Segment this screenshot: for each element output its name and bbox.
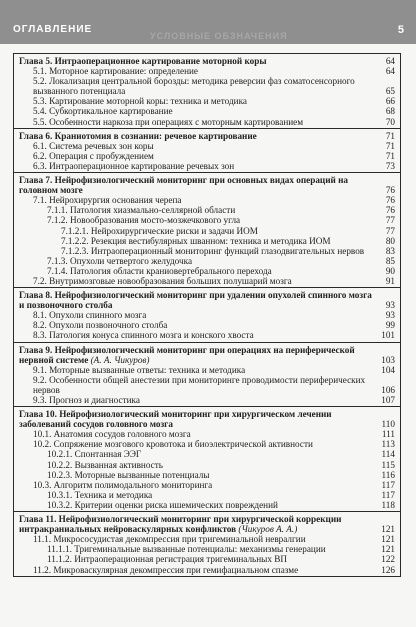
toc-entry-page: 76: [385, 195, 395, 206]
toc-chapter-block: [14, 512, 400, 576]
toc-entry-title: [47, 544, 379, 554]
toc-section-entry[interactable]: [14, 246, 400, 256]
toc-entry-title: [33, 117, 379, 127]
toc-entry-text: 10.2.2. Вызванная активность: [47, 459, 163, 470]
toc-entry-title: [47, 205, 379, 215]
header-watermark: УСЛОВНЫЕ ОБЗНАЧЕНИЯ: [150, 31, 288, 41]
toc-entry-title: [33, 429, 379, 439]
toc-chapter-entry[interactable]: [14, 345, 400, 365]
toc-entry-title: [19, 514, 379, 534]
toc-entry-title: [19, 131, 379, 141]
toc-entry-text: 10.3.2. Критерии оценки риска ишемических повреждений: [47, 499, 278, 510]
toc-section-entry[interactable]: [14, 470, 400, 480]
toc-entry-title: [33, 365, 379, 375]
toc-section-entry[interactable]: [14, 565, 400, 575]
toc-entry-page: 64: [385, 66, 395, 77]
toc-entry-page: 116: [381, 469, 395, 480]
toc-entry-title: [33, 66, 379, 76]
toc-entry-title: [61, 236, 379, 246]
toc-entry-page: 114: [381, 449, 395, 460]
toc-entry-title: [47, 500, 379, 510]
toc-entry-page: 113: [381, 439, 395, 450]
toc-entry-page: 107: [381, 395, 395, 405]
toc-section-entry[interactable]: [14, 256, 400, 266]
toc-entry-text: 11.1. Микрососудистая декомпрессия при тригеминальной невралгии: [33, 534, 306, 545]
toc-entry-text: 5.5. Особенности наркоза при операциях с моторным картированием: [33, 116, 304, 127]
toc-section-entry[interactable]: [14, 195, 400, 205]
toc-entry-page: 122: [381, 554, 395, 565]
toc-entry-page: 111: [381, 429, 395, 440]
toc-entry-text: 10.1. Анатомия сосудов головного мозга: [33, 429, 191, 440]
toc-entry-text: Глава 11. Нейрофизиологический мониторинг при хирургической коррекции интракраниальных нейроваскулярных конфликтов: [19, 514, 342, 535]
toc-section-entry[interactable]: [14, 544, 400, 554]
toc-entry-text: 7.1.4. Патология области краниовертебрального перехода: [47, 265, 272, 276]
toc-section-entry[interactable]: [14, 66, 400, 76]
toc-section-entry[interactable]: [14, 236, 400, 246]
toc-entry-title: [61, 246, 379, 256]
toc-entry-title: [33, 195, 379, 205]
toc-section-entry[interactable]: [14, 439, 400, 449]
page-header: [0, 0, 416, 44]
toc-entry-text: Глава 6. Краниотомия в сознании: речевое картирование: [19, 130, 257, 141]
toc-section-entry[interactable]: [14, 276, 400, 286]
toc-entry-title: [33, 534, 379, 544]
toc-entry-page: 110: [381, 419, 395, 430]
toc-entry-page: 101: [381, 330, 395, 341]
toc-entry-text: Глава 7. Нейрофизиологический мониторинг при основных видах операций на головном мозге: [19, 175, 348, 196]
section-title: ОГЛАВЛЕНИЕ: [13, 24, 93, 35]
toc-entry-text: 8.1. Опухоли спинного мозга: [33, 310, 147, 321]
toc-entry-title: [47, 554, 379, 564]
toc-entry-text: 5.3. Картирование моторной коры: техника и методика: [33, 96, 247, 107]
toc-entry-page: 126: [381, 564, 395, 575]
toc-entry-title: [33, 96, 379, 106]
toc-entry-title: [33, 320, 379, 330]
toc-entry-text: 10.2.3. Моторные вызванные потенциалы: [47, 469, 210, 480]
toc-section-entry[interactable]: [14, 117, 400, 127]
toc-entry-text: 7.1.3. Опухоли четвертого желудочка: [47, 255, 193, 266]
toc-entry-title: [33, 161, 379, 171]
toc-entry-page: 65: [385, 86, 395, 97]
toc-section-entry[interactable]: [14, 365, 400, 375]
toc-entry-title: [33, 276, 379, 286]
toc-entry-page: 70: [385, 116, 395, 127]
toc-entry-text: 7.1.2.1. Нейрохирургические риски и задачи ИОМ: [61, 225, 258, 236]
toc-section-entry[interactable]: [14, 226, 400, 236]
toc-entry-page: 104: [381, 364, 395, 375]
toc-entry-page: 76: [385, 185, 395, 196]
toc-section-entry[interactable]: [14, 76, 400, 96]
toc-entry-page: 73: [385, 160, 395, 171]
toc-entry-page: 64: [385, 56, 395, 66]
toc-entry-text: 7.1.2.3. Интраоперационный мониторинг функций глазодвигательных нервов: [61, 245, 365, 256]
toc-entry-title: [47, 266, 379, 276]
toc-entry-author: (Чикуров А. А.): [238, 524, 298, 535]
toc-entry-text: 8.2. Опухоли позвоночного столба: [33, 320, 168, 331]
toc-section-entry[interactable]: [14, 460, 400, 470]
toc-section-entry[interactable]: [14, 395, 400, 405]
toc-entry-text: 7.1.2. Новообразования мосто-мозжечкового угла: [47, 215, 241, 226]
toc-entry-title: [33, 565, 379, 575]
toc-section-entry[interactable]: [14, 375, 400, 395]
toc-entry-title: [61, 226, 379, 236]
toc-entry-page: 115: [381, 459, 395, 470]
toc-entry-title: [19, 175, 379, 195]
toc-entry-page: 76: [385, 205, 395, 216]
toc-entry-page: 121: [381, 524, 395, 535]
toc-entry-title: [33, 106, 379, 116]
toc-entry-text: 7.1. Нейрохирургия основания черепа: [33, 195, 182, 206]
toc-chapter-entry[interactable]: [14, 514, 400, 534]
toc-entry-title: [33, 375, 379, 395]
toc-entry-title: [19, 56, 379, 66]
toc-entry-title: [33, 76, 379, 96]
toc-entry-page: 117: [381, 479, 395, 490]
toc-entry-text: 5.1. Моторное картирование: определение: [33, 66, 199, 77]
toc-entry-title: [47, 449, 379, 459]
toc-entry-title: [47, 256, 379, 266]
toc-section-entry[interactable]: [14, 500, 400, 510]
toc-entry-text: 7.1.1. Патология хиазмально-селлярной области: [47, 205, 236, 216]
toc-section-entry[interactable]: [14, 151, 400, 161]
toc-entry-text: 7.1.2.2. Резекция вестибулярных шванном: техника и методика ИОМ: [61, 235, 331, 246]
table-of-contents: [13, 53, 401, 577]
toc-entry-page: 93: [385, 300, 395, 311]
toc-chapter-block: [14, 407, 400, 512]
toc-chapter-block: [14, 173, 400, 288]
toc-entry-text: 9.2. Особенности общей анестезии при мониторинге проводимости периферических нервов: [33, 374, 366, 395]
toc-entry-page: 77: [385, 225, 395, 236]
toc-section-entry[interactable]: [14, 106, 400, 116]
toc-entry-text: Глава 10. Нейрофизиологический мониторинг при хирургическом лечении заболеваний сосудов головного мозга: [19, 409, 332, 430]
toc-entry-text: 11.2. Микроваскулярная декомпрессия при гемифациальном спазме: [33, 564, 299, 575]
toc-entry-text: 10.3.1. Техника и методика: [47, 489, 153, 500]
toc-chapter-entry[interactable]: [14, 409, 400, 429]
toc-chapter-entry[interactable]: [14, 290, 400, 310]
toc-chapter-entry[interactable]: [14, 56, 400, 66]
toc-section-entry[interactable]: [14, 480, 400, 490]
toc-entry-page: 91: [385, 275, 395, 286]
toc-section-entry[interactable]: [14, 215, 400, 225]
toc-entry-text: 10.2.1. Спонтанная ЭЭГ: [47, 449, 142, 460]
toc-entry-page: 118: [381, 499, 395, 510]
toc-section-entry[interactable]: [14, 554, 400, 564]
toc-entry-title: [19, 409, 379, 429]
toc-entry-text: 8.3. Патология конуса спинного мозга и конского хвоста: [33, 330, 254, 341]
toc-entry-text: 11.1.1. Тригеминальные вызванные потенциалы: механизмы генерации: [47, 544, 326, 555]
toc-entry-page: 71: [385, 140, 395, 151]
toc-entry-page: 68: [385, 106, 395, 117]
toc-chapter-entry[interactable]: [14, 175, 400, 195]
toc-entry-title: [33, 395, 379, 405]
page-number: 5: [397, 24, 404, 36]
toc-entry-text: Глава 8. Нейрофизиологический мониторинг при удалении опухолей спинного мозга и позвоночного столба: [19, 290, 372, 311]
toc-entry-page: 121: [381, 534, 395, 545]
toc-entry-title: [47, 460, 379, 470]
toc-entry-title: [33, 439, 379, 449]
toc-chapter-entry[interactable]: [14, 131, 400, 141]
toc-entry-text: 10.3. Алгоритм полимодального мониторинга: [33, 479, 213, 490]
toc-entry-title: [19, 290, 379, 310]
toc-entry-page: 99: [385, 320, 395, 331]
toc-entry-title: [47, 490, 379, 500]
toc-section-entry[interactable]: [14, 429, 400, 439]
toc-entry-text: 5.4. Субкортикальное картирование: [33, 106, 173, 117]
toc-entry-page: 103: [381, 354, 395, 365]
toc-section-entry[interactable]: [14, 96, 400, 106]
toc-entry-text: 9.3. Прогноз и диагностика: [33, 395, 140, 405]
toc-entry-title: [33, 480, 379, 490]
toc-entry-text: Глава 9. Нейрофизиологический мониторинг при операциях на периферической нервной системе: [19, 344, 355, 365]
toc-entry-page: 71: [385, 150, 395, 161]
toc-entry-text: 6.1. Система речевых зон коры: [33, 140, 154, 151]
toc-entry-text: 7.2. Внутримозговые новообразования больших полушарий мозга: [33, 275, 292, 286]
toc-entry-text: Глава 5. Интраоперационное картирование моторной коры: [19, 56, 267, 66]
toc-section-entry[interactable]: [14, 266, 400, 276]
toc-entry-title: [33, 310, 379, 320]
toc-section-entry[interactable]: [14, 490, 400, 500]
toc-chapter-block: [14, 54, 400, 129]
toc-section-entry[interactable]: [14, 141, 400, 151]
toc-entry-page: 71: [385, 130, 395, 141]
toc-section-entry[interactable]: [14, 320, 400, 330]
toc-entry-page: 90: [385, 265, 395, 276]
toc-entry-page: 106: [381, 384, 395, 395]
toc-entry-title: [47, 215, 379, 225]
toc-chapter-block: [14, 288, 400, 342]
toc-entry-page: 77: [385, 215, 395, 226]
toc-entry-author: (А. А. Чикуров): [90, 354, 150, 365]
toc-section-entry[interactable]: [14, 310, 400, 320]
toc-entry-text: 9.1. Моторные вызванные ответы: техника и методика: [33, 364, 246, 375]
toc-entry-title: [47, 470, 379, 480]
toc-entry-page: 83: [385, 245, 395, 256]
toc-entry-title: [33, 330, 379, 340]
toc-section-entry[interactable]: [14, 449, 400, 459]
toc-entry-page: 93: [385, 310, 395, 321]
toc-entry-text: 6.3. Интраоперационное картирование речевых зон: [33, 160, 235, 171]
toc-entry-text: 11.1.2. Интраоперационная регистрация тригеминальных ВП: [47, 554, 287, 565]
toc-chapter-block: [14, 343, 400, 408]
toc-entry-title: [33, 151, 379, 161]
toc-entry-page: 66: [385, 96, 395, 107]
toc-entry-page: 117: [381, 489, 395, 500]
toc-entry-text: 6.2. Операция с пробуждением: [33, 150, 154, 161]
toc-section-entry[interactable]: [14, 534, 400, 544]
toc-entry-page: 121: [381, 544, 395, 555]
toc-entry-title: [33, 141, 379, 151]
toc-entry-text: 10.2. Сопряжение мозгового кровотока и биоэлектрической активности: [33, 439, 313, 450]
toc-entry-page: 85: [385, 255, 395, 266]
toc-entry-page: 80: [385, 235, 395, 246]
toc-section-entry[interactable]: [14, 205, 400, 215]
toc-chapter-block: [14, 129, 400, 173]
toc-entry-text: 5.2. Локализация центральной борозды: методика реверсии фаз соматосенсорного вызванного потенциала: [33, 76, 355, 97]
toc-entry-title: [19, 345, 379, 365]
toc-section-entry[interactable]: [14, 161, 400, 171]
toc-section-entry[interactable]: [14, 330, 400, 340]
